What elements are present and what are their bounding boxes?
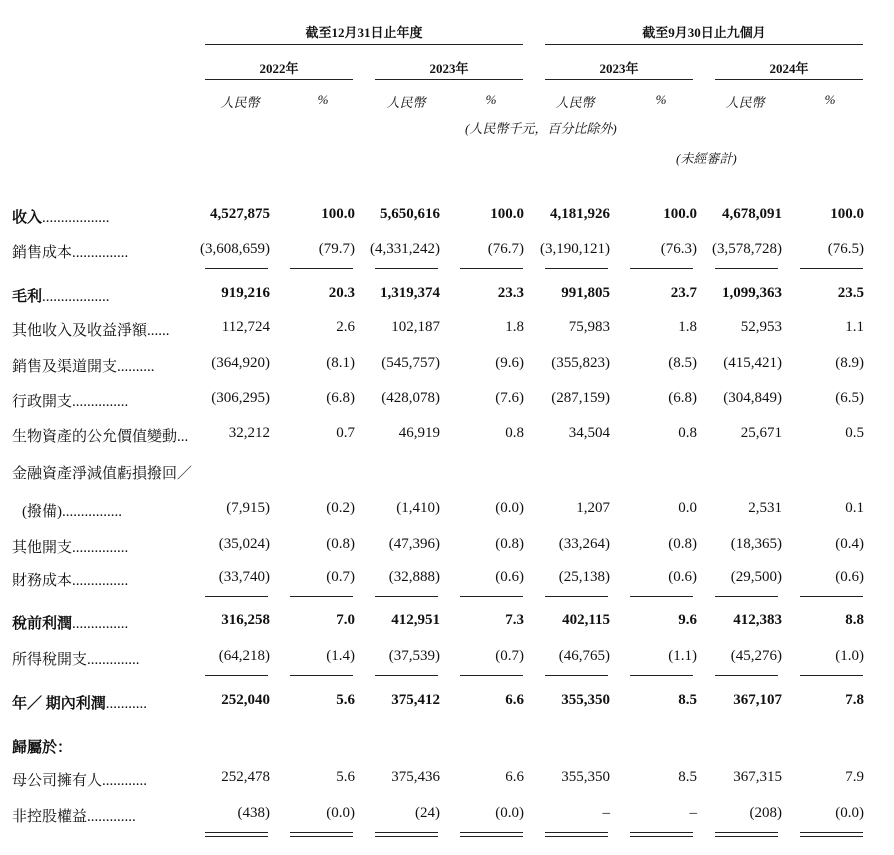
unit-note: (人民幣千元，百分比除外) (465, 121, 617, 136)
row-leader-dots: ............... (72, 616, 129, 632)
cell-percent: 7.0 (336, 612, 355, 628)
cell-amount: 402,115 (562, 612, 610, 628)
cell-amount: 252,040 (221, 692, 270, 708)
cell-amount: 75,983 (568, 319, 610, 335)
cell-amount: (35,024) (218, 536, 270, 552)
cell-amount: – (602, 805, 610, 821)
row-label-text: (撥備) (22, 504, 62, 520)
row-label-text: 銷售成本 (12, 245, 73, 261)
row-label (12, 462, 192, 483)
cell-percent: (76.3) (660, 241, 697, 257)
cell-amount: 4,678,091 (722, 206, 782, 222)
cell-percent: 1.8 (678, 319, 697, 335)
cell-percent: 6.6 (505, 769, 524, 785)
cell-amount: 919,216 (221, 285, 270, 301)
cell-amount: (45,276) (730, 648, 782, 664)
cell-percent: 8.8 (845, 612, 864, 628)
subtotal-rule (290, 596, 353, 597)
cell-percent: (0.8) (495, 536, 524, 552)
cell-percent: (8.9) (835, 355, 864, 371)
row-label (12, 769, 147, 790)
cell-amount: (7,915) (226, 500, 270, 516)
cell-percent: 6.6 (505, 692, 524, 708)
cell-percent: 5.6 (336, 692, 355, 708)
row-leader-dots: ............. (87, 809, 136, 825)
row-leader-dots: ... (177, 429, 189, 445)
row-label-text: 生物資產的公允價值變動 (12, 429, 178, 445)
cell-percent: (0.0) (326, 805, 355, 821)
cell-percent: 7.9 (845, 769, 864, 785)
cell-percent: 7.3 (505, 612, 524, 628)
cell-amount: 1,319,374 (380, 285, 440, 301)
cell-amount: (3,608,659) (200, 241, 270, 257)
cell-percent: (6.8) (326, 390, 355, 406)
unaudited-note: (未經審計) (676, 151, 737, 166)
cell-amount: (47,396) (388, 536, 440, 552)
cell-amount: 252,478 (221, 769, 270, 785)
cell-amount: 1,207 (576, 500, 610, 516)
subtotal-rule (715, 675, 778, 676)
cell-percent: (6.5) (835, 390, 864, 406)
row-label-text: 收入 (12, 210, 43, 226)
cell-percent: 5.6 (336, 769, 355, 785)
cell-percent: 8.5 (678, 769, 697, 785)
cell-amount: (415,421) (723, 355, 782, 371)
cell-percent: (0.7) (495, 648, 524, 664)
year-2024-rule (715, 79, 863, 80)
cell-amount: (32,888) (388, 569, 440, 585)
row-label-text: 財務成本 (12, 573, 73, 589)
year-2022: 2022年 (259, 61, 299, 76)
cell-percent: – (689, 805, 697, 821)
row-label-text: 歸屬於： (12, 740, 73, 756)
cell-percent: (0.8) (668, 536, 697, 552)
total-double-rule (205, 832, 268, 837)
cell-percent: 1.8 (505, 319, 524, 335)
subtotal-rule (545, 675, 608, 676)
cell-amount: 46,919 (398, 425, 440, 441)
cell-percent: (0.0) (495, 805, 524, 821)
row-label-text: 稅前利潤 (12, 616, 73, 632)
row-label (12, 612, 128, 633)
cell-amount: (438) (237, 805, 270, 821)
cell-percent: (1.0) (835, 648, 864, 664)
cell-amount: 4,181,926 (550, 206, 610, 222)
cell-amount: (64,218) (218, 648, 270, 664)
cell-percent: (0.0) (495, 500, 524, 516)
unit-pct-2: % (485, 92, 497, 107)
cell-percent: (0.8) (326, 536, 355, 552)
subtotal-rule (800, 268, 863, 269)
subtotal-rule (290, 268, 353, 269)
row-label (12, 536, 128, 557)
year-2023a-rule (375, 79, 523, 80)
cell-amount: (364,920) (211, 355, 270, 371)
cell-percent: 0.1 (845, 500, 864, 516)
row-label (12, 569, 128, 590)
row-label-text: 母公司擁有人 (12, 773, 103, 789)
row-label-text: 所得稅開支 (12, 652, 88, 668)
unit-pct-3: % (655, 92, 667, 107)
row-label-text: 非控股權益 (12, 809, 88, 825)
row-leader-dots: .................. (42, 210, 110, 226)
cell-percent: 0.5 (845, 425, 864, 441)
cell-percent: 8.5 (678, 692, 697, 708)
year-2023a: 2023年 (429, 61, 469, 76)
cell-percent: 1.1 (845, 319, 864, 335)
row-label (12, 736, 72, 757)
year-2023b: 2023年 (599, 61, 639, 76)
row-leader-dots: ................ (62, 504, 122, 520)
cell-percent: 0.7 (336, 425, 355, 441)
subtotal-rule (800, 675, 863, 676)
row-label-text: 行政開支 (12, 394, 73, 410)
cell-amount: 991,805 (561, 285, 610, 301)
cell-amount: 375,412 (391, 692, 440, 708)
cell-amount: 32,212 (228, 425, 270, 441)
row-leader-dots: ............... (72, 573, 129, 589)
cell-amount: (545,757) (381, 355, 440, 371)
total-double-rule (460, 832, 523, 837)
cell-amount: 52,953 (740, 319, 782, 335)
cell-amount: 367,315 (733, 769, 782, 785)
unit-pct-1: % (317, 92, 329, 107)
row-label (12, 692, 147, 713)
header-nine-months: 截至9月30日止九個月 (642, 25, 766, 40)
cell-amount: (46,765) (558, 648, 610, 664)
row-label-text: 銷售及渠道開支 (12, 359, 118, 375)
total-double-rule (715, 832, 778, 837)
row-label (12, 241, 128, 262)
row-leader-dots: .......... (117, 359, 155, 375)
cell-percent: (79.7) (318, 241, 355, 257)
year-2024: 2024年 (769, 61, 809, 76)
unit-rmb-1: 人民幣 (220, 95, 260, 110)
cell-percent: 2.6 (336, 319, 355, 335)
subtotal-rule (715, 596, 778, 597)
subtotal-rule (545, 596, 608, 597)
cell-amount: 34,504 (568, 425, 610, 441)
subtotal-rule (375, 596, 438, 597)
cell-amount: (37,539) (388, 648, 440, 664)
cell-amount: (3,578,728) (712, 241, 782, 257)
cell-percent: (6.8) (668, 390, 697, 406)
unit-pct-4: % (824, 92, 836, 107)
row-leader-dots: ............... (72, 394, 129, 410)
subtotal-rule (630, 675, 693, 676)
row-label (12, 425, 188, 446)
row-label-text: 毛利 (12, 289, 43, 305)
row-label (12, 285, 110, 306)
cell-amount: 412,383 (733, 612, 782, 628)
subtotal-rule (630, 596, 693, 597)
cell-percent: (0.0) (835, 805, 864, 821)
cell-percent: (0.4) (835, 536, 864, 552)
row-leader-dots: .................. (42, 289, 110, 305)
cell-percent: (0.7) (326, 569, 355, 585)
cell-percent: (76.7) (487, 241, 524, 257)
cell-amount: 316,258 (221, 612, 270, 628)
cell-percent: 23.5 (837, 285, 864, 301)
cell-amount: 367,107 (733, 692, 782, 708)
row-label (12, 319, 170, 340)
cell-amount: (304,849) (723, 390, 782, 406)
cell-percent: 0.8 (505, 425, 524, 441)
unit-rmb-4: 人民幣 (725, 95, 765, 110)
cell-amount: 355,350 (561, 769, 610, 785)
cell-amount: 2,531 (748, 500, 782, 516)
row-label-text: 年／ 期內利潤 (12, 696, 106, 712)
total-double-rule (630, 832, 693, 837)
header-annual: 截至12月31日止年度 (305, 25, 423, 40)
cell-percent: (0.6) (668, 569, 697, 585)
row-label-text: 其他收入及收益淨額 (12, 323, 148, 339)
cell-percent: 100.0 (321, 206, 355, 222)
row-leader-dots: ........... (105, 696, 148, 712)
cell-amount: (287,159) (551, 390, 610, 406)
cell-percent: 23.7 (670, 285, 697, 301)
row-leader-dots: ...... (147, 323, 170, 339)
cell-amount: 112,724 (221, 319, 270, 335)
cell-percent: 100.0 (830, 206, 864, 222)
cell-amount: (428,078) (381, 390, 440, 406)
cell-percent: (9.6) (495, 355, 524, 371)
cell-percent: (1.4) (326, 648, 355, 664)
subtotal-rule (460, 596, 523, 597)
cell-percent: (0.2) (326, 500, 355, 516)
header-nine-months-rule (545, 44, 863, 45)
cell-amount: (25,138) (558, 569, 610, 585)
cell-amount: (4,331,242) (370, 241, 440, 257)
cell-percent: (8.1) (326, 355, 355, 371)
subtotal-rule (460, 268, 523, 269)
cell-percent: 23.3 (497, 285, 524, 301)
cell-amount: 25,671 (740, 425, 782, 441)
cell-percent: 0.8 (678, 425, 697, 441)
row-label (12, 355, 155, 376)
total-double-rule (545, 832, 608, 837)
total-double-rule (800, 832, 863, 837)
subtotal-rule (800, 596, 863, 597)
row-label-text: 金融資產淨減值虧損撥回／ (12, 466, 193, 482)
cell-percent: 0.0 (678, 500, 697, 516)
subtotal-rule (205, 596, 268, 597)
cell-percent: 9.6 (678, 612, 697, 628)
row-leader-dots: ............ (102, 773, 148, 789)
cell-amount: 375,436 (391, 769, 440, 785)
row-label (12, 390, 128, 411)
subtotal-rule (205, 675, 268, 676)
cell-percent: (76.5) (827, 241, 864, 257)
cell-percent: 20.3 (328, 285, 355, 301)
row-leader-dots: .............. (87, 652, 140, 668)
cell-amount: (306,295) (211, 390, 270, 406)
year-2023b-rule (545, 79, 693, 80)
cell-amount: (33,740) (218, 569, 270, 585)
cell-percent: (8.5) (668, 355, 697, 371)
cell-percent: 100.0 (490, 206, 524, 222)
row-label (12, 805, 136, 826)
cell-percent: (0.6) (495, 569, 524, 585)
subtotal-rule (205, 268, 268, 269)
subtotal-rule (460, 675, 523, 676)
header-annual-rule (205, 44, 523, 45)
cell-amount: 102,187 (391, 319, 440, 335)
cell-amount: (3,190,121) (540, 241, 610, 257)
cell-percent: 7.8 (845, 692, 864, 708)
subtotal-rule (630, 268, 693, 269)
cell-amount: 1,099,363 (722, 285, 782, 301)
total-double-rule (375, 832, 438, 837)
cell-percent: 100.0 (663, 206, 697, 222)
row-label-text: 其他開支 (12, 540, 73, 556)
cell-amount: 4,527,875 (210, 206, 270, 222)
cell-amount: (18,365) (730, 536, 782, 552)
cell-amount: (29,500) (730, 569, 782, 585)
cell-amount: (24) (415, 805, 440, 821)
unit-rmb-3: 人民幣 (555, 95, 595, 110)
row-leader-dots: ............... (72, 245, 129, 261)
row-leader-dots: ............... (72, 540, 129, 556)
unit-rmb-2: 人民幣 (386, 95, 426, 110)
year-2022-rule (205, 79, 353, 80)
row-label (12, 500, 122, 521)
cell-amount: (208) (749, 805, 782, 821)
row-label (12, 648, 140, 669)
cell-amount: 5,650,616 (380, 206, 440, 222)
subtotal-rule (290, 675, 353, 676)
row-label (12, 206, 110, 227)
cell-percent: (7.6) (495, 390, 524, 406)
subtotal-rule (545, 268, 608, 269)
subtotal-rule (715, 268, 778, 269)
cell-percent: (0.6) (835, 569, 864, 585)
cell-amount: 412,951 (391, 612, 440, 628)
cell-amount: (1,410) (396, 500, 440, 516)
total-double-rule (290, 832, 353, 837)
cell-amount: (33,264) (558, 536, 610, 552)
cell-percent: (1.1) (668, 648, 697, 664)
subtotal-rule (375, 268, 438, 269)
cell-amount: 355,350 (561, 692, 610, 708)
cell-amount: (355,823) (551, 355, 610, 371)
subtotal-rule (375, 675, 438, 676)
